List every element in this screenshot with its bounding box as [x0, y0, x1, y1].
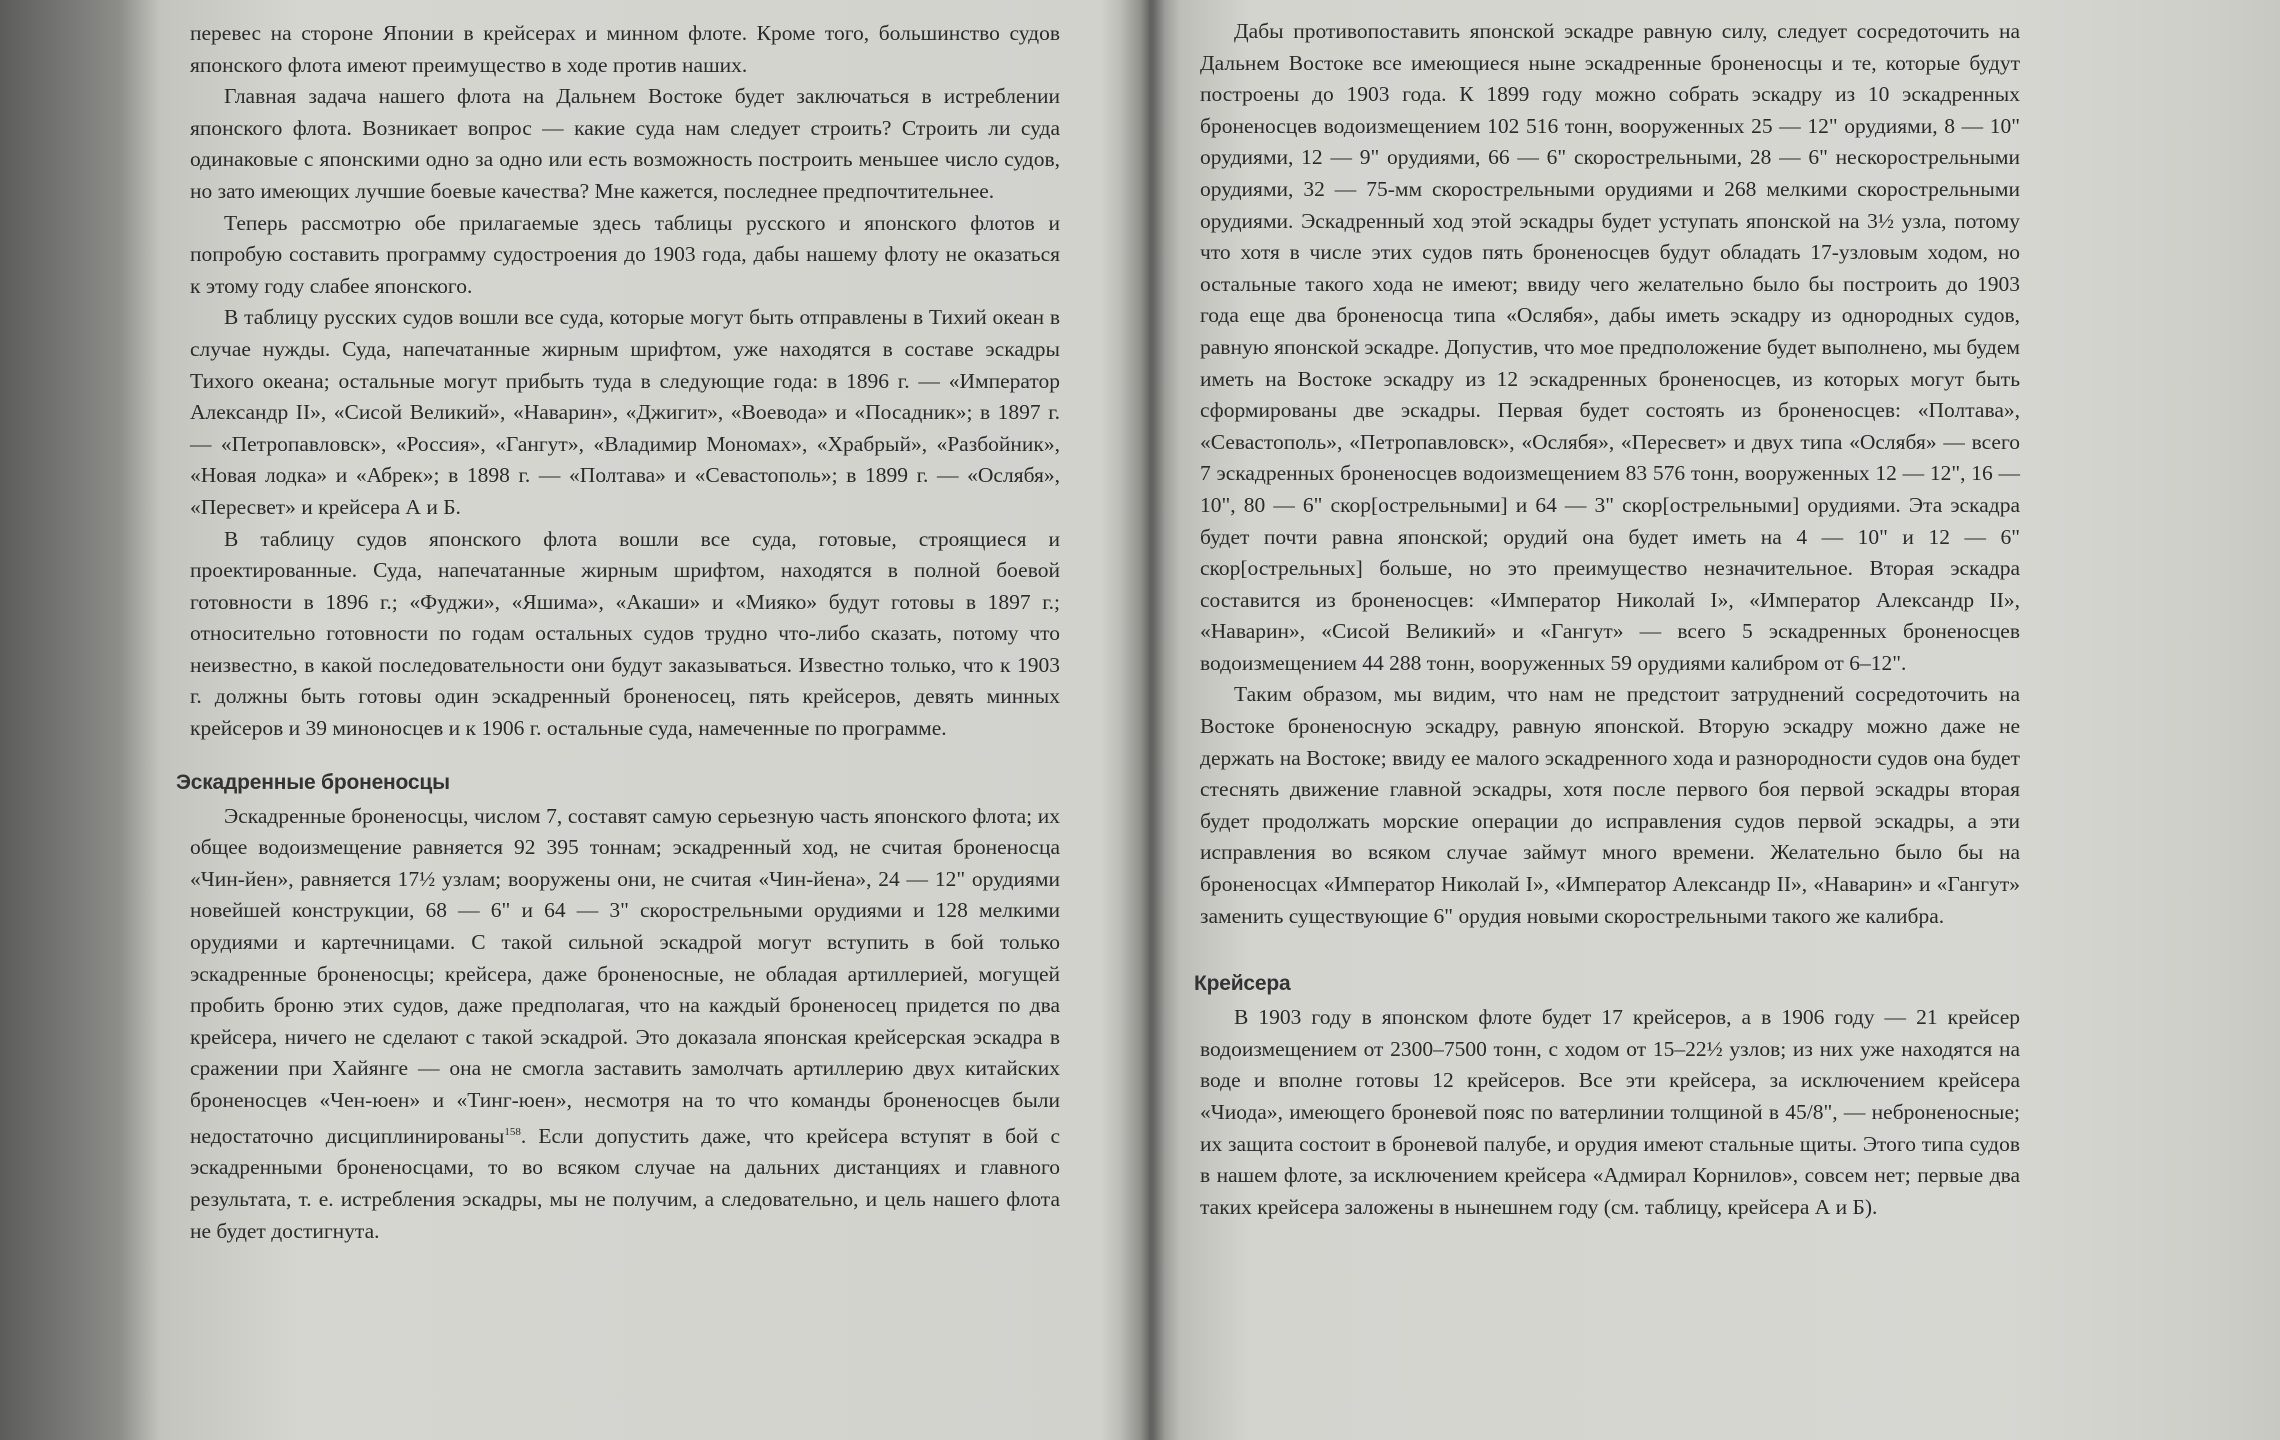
- left-paragraph-4: В таблицу русских судов вошли все суда, которые могут быть отправлены в Тихий океан в случае нужды. Суда, напечатанные жирным шрифтом, уже находятся в составе эскадры Тихого океана; остальные могут прибыть туда в следующие года: в 1896 г. — «Император Александр II», «Сисой Великий», «Наварин», «Джигит», «Воевода» и «Посадник»; в 1897 г. — «Петропавловск», «Россия», «Гангут», «Владимир Мономах», «Храбрый», «Разбойник», «Новая лодка» и «Абрек»; в 1898 г. — «Полтава» и «Севастополь»; в 1899 г. — «Ослябя», «Пересвет» и крейсера А и Б.: [190, 305, 1060, 519]
- left-paragraph-1: перевес на стороне Японии в крейсерах и минном флоте. Кроме того, большинство судов японского флота имеют преимущество в ходе против наших.: [190, 21, 1060, 77]
- section-heading-battleships: Эскадренные броненосцы: [176, 770, 450, 794]
- left-paragraph-6: [190, 801, 1060, 1247]
- left-paragraph-5: В таблицу судов японского флота вошли все суда, готовые, строящиеся и проектированные. Суда, напечатанные жирным шрифтом, находятся в полной боевой готовности в 1896 г.; «Фуджи», «Яшима», «Акаши» и «Мияко» будут готовы в 1897 г.; относительно готовности по годам остальных судов трудно что-либо сказать, потому что неизвестно, в какой последовательности они будут заказываться. Известно только, что к 1903 г. должны быть готовы один эскадренный броненосец, пять крейсеров, девять минных крейсеров и 39 миноносцев и к 1906 г. остальные суда, намеченные по программе.: [190, 526, 1060, 741]
- left-paragraph-3: Теперь рассмотрю обе прилагаемые здесь таблицы русского и японского флотов и попробую составить программу судостроения до 1903 года, дабы нашему флоту не оказаться к этому году слабее японского.: [190, 210, 1060, 298]
- footnote-ref: 158: [504, 1125, 521, 1138]
- right-page: [1194, 0, 2020, 1440]
- left-paragraph-6-body: Эскадренные броненосцы, числом 7, составят самую серьезную часть японского флота; их общее водоизмещение равняется 92 395 тоннам; эскадренный ход, не считая броненосца «Чин-йен», равняется 17½ узлам; вооружены они, не считая «Чин-йена», 24 — 12" орудиями новейшей конструкции, 68 — 6" и 64 — 3" скорострельными орудиями и 128 мелкими орудиями и картечницами. С такой сильной эскадрой могут вступить в бой только эскадренные броненосцы; крейсера, даже броненосные, не обладая артиллерией, могущей пробить броню этих судов, даже предполагая, что на каждый броненосец придется по два крейсера, ничего не сделают с такой эскадрой. Это доказала японская крейсерская эскадра в сражении при Хайянге — она не смогла заставить замолчать артиллерию двух китайских броненосцев «Чен-юен» и «Тинг-юен», несмотря на то что команды броненосцев были недостаточно дисциплинированы: [190, 803, 1060, 1148]
- left-page: [176, 0, 1060, 1440]
- left-paragraph-2: Главная задача нашего флота на Дальнем Востоке будет заключаться в истреблении японского флота. Возникает вопрос — какие суда нам следует строить? Строить ли суда одинаковые с японскими одно за одно или есть возможность построить меньшее число судов, но зато имеющих лучшие боевые качества? Мне кажется, последнее предпочтительнее.: [190, 84, 1060, 203]
- section-heading-cruisers: Крейсера: [1194, 972, 1291, 996]
- book-gutter: [1120, 0, 1180, 1440]
- left-paragraph-6-tail: . Если допустить даже, что крейсера вступят в бой с эскадренными броненосцами, то во всяком случае на дальних дистанциях и главного результата, т. е. истребления эскадры, мы не получим, а следовательно, и цель нашего флота не будет достигнута.: [190, 1123, 1060, 1243]
- right-paragraph-2: Таким образом, мы видим, что нам не предстоит затруднений сосредоточить на Востоке броненосную эскадру, равную японской. Вторую эскадру можно даже не держать на Востоке; ввиду ее малого эскадренного хода и разнородности судов она будет стеснять движение главной эскадры, хотя после первого боя первой эскадры вторая будет продолжать морские операции до исправления судов первой эскадры, а эти исправления во всяком случае займут много времени. Желательно было бы на броненосцах «Император Николай I», «Император Александр II», «Наварин» и «Гангут» заменить существующие 6" орудия новыми скорострельными такого же калибра.: [1200, 682, 2020, 928]
- right-paragraph-1: Дабы противопоставить японской эскадре равную силу, следует сосредоточить на Дальнем Востоке все имеющиеся ныне эскадренные броненосцы и те, которые будут построены до 1903 года. К 1899 году можно собрать эскадру из 10 эскадренных броненосцев водоизмещением 102 516 тонн, вооруженных 25 — 12" орудиями, 8 — 10" орудиями, 12 — 9" орудиями, 66 — 6" скорострельными, 28 — 6" нескорострельными орудиями, 32 — 75-мм скорострельными орудиями и 268 мелкими скорострельными орудиями. Эскадренный ход этой эскадры будет уступать японской на 3½ узла, потому что хотя в числе этих судов пять броненосцев будут обладать 17-узловым ходом, но остальные такого хода не имеют; ввиду чего желательно было бы построить до 1903 года еще два броненосца типа «Ослябя», дабы иметь эскадру из однородных судов, равную японской эскадре. Допустив, что мое предположение будет выполнено, мы будем иметь на Востоке эскадру из 12 эскадренных броненосцев, из которых могут быть сформированы две эскадры. Первая будет состоять из броненосцев: «Полтава», «Севастополь», «Петропавловск», «Ослябя», «Пересвет» и двух типа «Ослябя» — всего 7 эскадренных броненосцев водоизмещением 83 576 тонн, вооруженных 12 — 12", 16 — 10", 80 — 6" скор[острельными] и 64 — 3" скор[острельными] орудиями. Эта эскадра будет почти равна японской; орудий она будет иметь на 4 — 10" и 12 — 6" скор[острельных] больше, но это преимущество незначительное. Вторая эскадра составится из броненосцев: «Император Николай I», «Император Александр II», «Наварин», «Сисой Великий» и «Гангут» — всего 5 эскадренных броненосцев водоизмещением 44 288 тонн, вооруженных 59 орудиями калибром от 6–12".: [1200, 19, 2020, 675]
- right-paragraph-3: В 1903 году в японском флоте будет 17 крейсеров, а в 1906 году — 21 крейсер водоизмещением от 2300–7500 тонн, с ходом от 15–22½ узлов; из них уже находятся на воде и вполне готовы 12 крейсеров. Все эти крейсера, за исключением крейсера «Чиода», имеющего броневой пояс по ватерлинии толщиной в 45/8", — небронeносные; их защита состоит в броневой палубе, и орудия имеют стальные щиты. Этого типа судов в нашем флоте, за исключением крейсера «Адмирал Корнилов», совсем нет; первые два таких крейсера заложены в нынешнем году (см. таблицу, крейсера А и Б).: [1200, 1005, 2020, 1219]
